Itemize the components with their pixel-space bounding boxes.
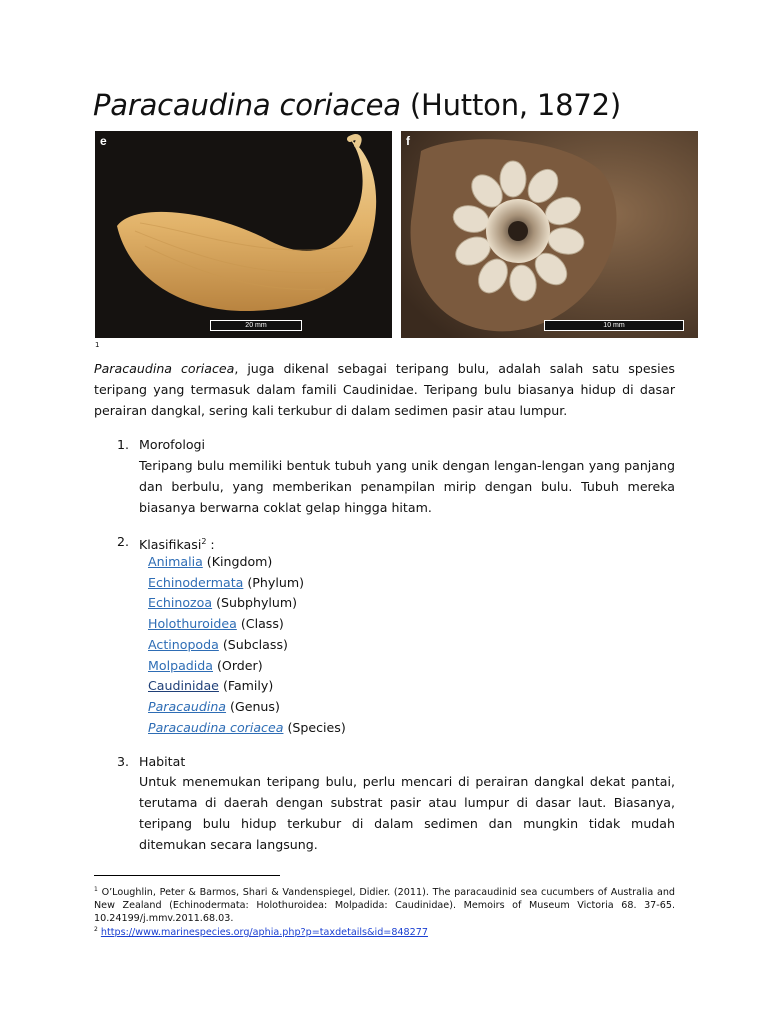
taxonomy-item: Holothuroidea (Class) bbox=[148, 616, 284, 632]
taxon-link-paracaudina-coriacea[interactable]: Paracaudina coriacea bbox=[148, 719, 284, 735]
taxonomy-item: Molpadida (Order) bbox=[148, 657, 263, 673]
taxonomy-item: Actinopoda (Subclass) bbox=[148, 636, 288, 652]
section-title-habitat: Habitat bbox=[139, 754, 186, 769]
specimen-mouth-drawing bbox=[401, 131, 698, 338]
panel-label-f: f bbox=[406, 134, 410, 148]
taxon-link-echinodermata[interactable]: Echinodermata bbox=[148, 574, 244, 590]
taxonomy-item: Paracaudina coriacea (Species) bbox=[148, 719, 346, 735]
title-author: (Hutton, 1872) bbox=[400, 88, 622, 122]
intro-species: Paracaudina coriacea bbox=[94, 361, 235, 376]
taxonomy-item: Paracaudina (Genus) bbox=[148, 698, 280, 714]
taxon-link-caudinidae[interactable]: Caudinidae bbox=[148, 678, 219, 694]
intro-text: , juga dikenal sebagai teripang bulu, adalah salah satu spesies teripang yang termasuk dalam famili Caudinidae. Teripang bulu biasanya hidup di dasar perairan dangkal, sering kali terkubur di dalam sedimen pasir atau lumpur. bbox=[94, 361, 675, 418]
page-title bbox=[93, 88, 621, 122]
taxon-link-molpadida[interactable]: Molpadida bbox=[148, 657, 213, 673]
taxon-link-actinopoda[interactable]: Actinopoda bbox=[148, 636, 219, 652]
taxon-link-animalia[interactable]: Animalia bbox=[148, 554, 203, 569]
taxon-link-holothuroidea[interactable]: Holothuroidea bbox=[148, 616, 237, 632]
scale-bar-20mm: 20 mm bbox=[210, 320, 302, 331]
section-body-habitat: Untuk menemukan teripang bulu, perlu mencari di perairan dangkal dekat pantai, terutama di daerah dengan substrat pasir atau lumpur di dasar laut. Biasanya, teripang bulu hidup terkubur di dalam sedimen dan mungkin tidak mudah ditemukan secara langsung. bbox=[139, 774, 675, 852]
footnote-divider bbox=[94, 875, 280, 876]
taxonomy-item: Animalia (Kingdom) bbox=[148, 554, 273, 569]
taxonomy-item: Echinozoa (Subphylum) bbox=[148, 595, 298, 611]
intro-paragraph bbox=[94, 358, 675, 421]
taxonomy-item: Echinodermata (Phylum) bbox=[148, 574, 304, 590]
klasifikasi-footnote-ref: 2 bbox=[201, 537, 207, 546]
footnote-link-marinespecies[interactable]: https://www.marinespecies.org/aphia.php?p=taxdetails&id=848277 bbox=[100, 927, 428, 939]
panel-label-e: e bbox=[100, 134, 107, 148]
figure-footnote-marker: 1 bbox=[95, 341, 100, 349]
section-number-1: 1. bbox=[117, 437, 130, 452]
taxonomy-item: Caudinidae (Family) bbox=[148, 678, 274, 694]
section-body-morfologi: Teripang bulu memiliki bentuk tubuh yang unik dengan lengan-lengan yang panjang dan berbulu, yang memberikan penampilan mirip dengan bulu. Tubuh mereka biasanya berwarna coklat gelap hingga hitam. bbox=[139, 458, 675, 515]
section-number-3: 3. bbox=[117, 754, 130, 769]
footnote-2: $^2$ https://www.marinespecies.org/aphia.php?p=taxdetails&id=848277 bbox=[94, 926, 428, 939]
specimen-photo-oral bbox=[401, 131, 698, 338]
taxon-link-paracaudina[interactable]: Paracaudina bbox=[148, 698, 227, 714]
section-title-klasifikasi: Klasifikasi$^2$ : bbox=[139, 537, 215, 553]
specimen-photo-whole bbox=[95, 131, 392, 338]
taxon-link-echinozoa[interactable]: Echinozoa bbox=[148, 595, 213, 611]
taxonomy-list bbox=[148, 552, 346, 738]
specimen-body-drawing bbox=[95, 131, 392, 338]
section-number-2: 2. bbox=[117, 534, 130, 549]
scale-bar-10mm: 10 mm bbox=[544, 320, 684, 331]
section-title-morfologi: Morofologi bbox=[139, 437, 206, 452]
title-species: Paracaudina coriacea bbox=[93, 88, 401, 122]
footnote-1: $^1$ O’Loughlin, Peter & Barmos, Shari & Vandenspiegel, Didier. (2011). The paracaudinid sea cucumbers of Australia and New Zealand (Echinodermata: Holothuroidea: Molpadida: Caudinidae). Memoirs of Museum Victoria 68. 37-65. 10.24199/j.mmv.2011.68.03. bbox=[94, 886, 675, 925]
